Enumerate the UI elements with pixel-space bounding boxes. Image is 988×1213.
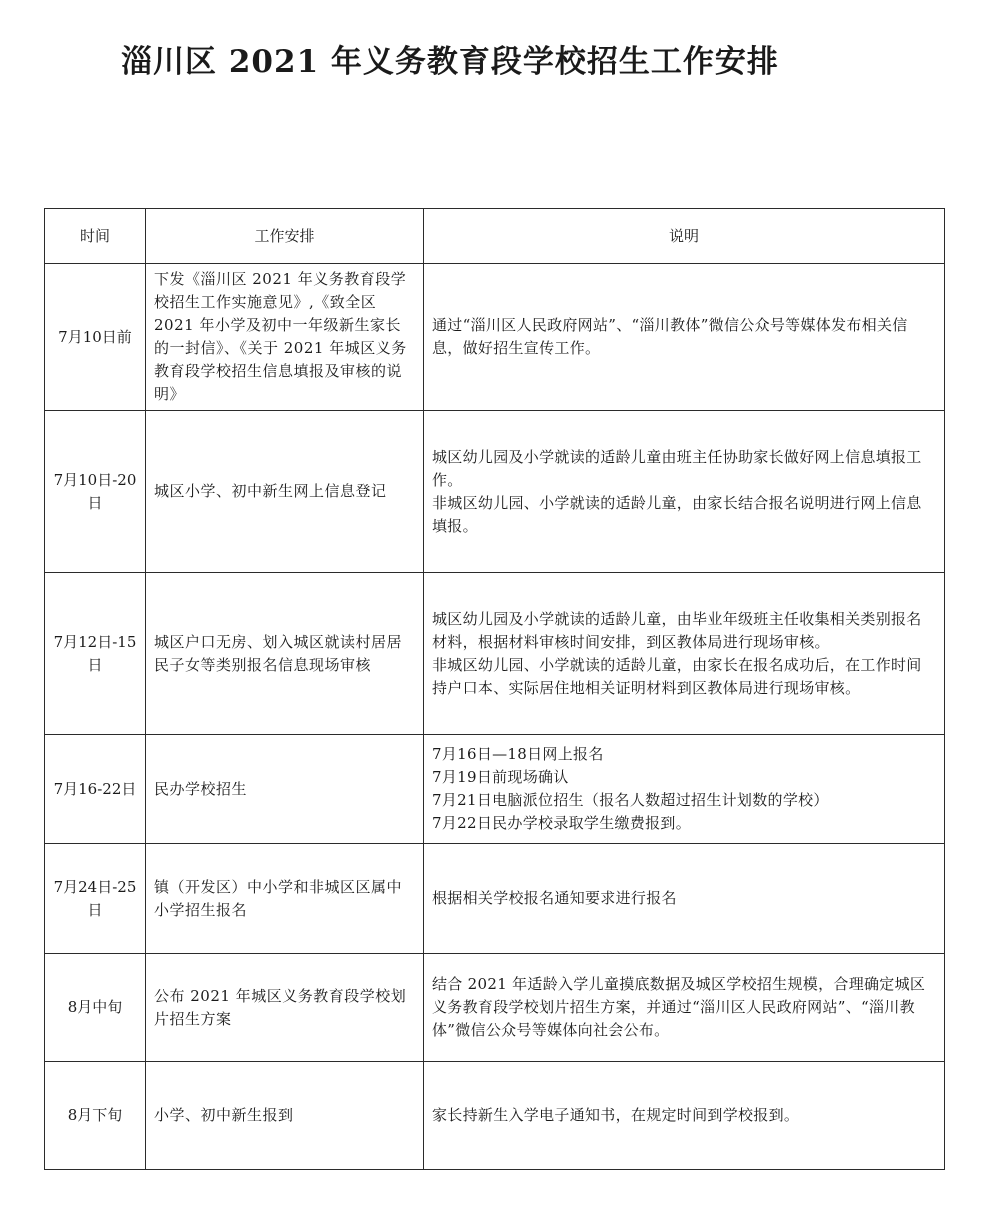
table-header-row [45,209,945,264]
header-desc: 说明 [424,209,945,264]
desc-line: 7月16日—18日网上报名 [432,745,604,763]
header-time: 时间 [45,209,146,264]
row-task: 镇（开发区）中小学和非城区区属中小学招生报名 [146,844,424,954]
row-desc [424,573,945,735]
desc-line: 家长持新生入学电子通知书，在规定时间到学校报到。 [432,1106,800,1124]
row-task: 公布 2021 年城区义务教育段学校划片招生方案 [146,954,424,1062]
desc-line: 结合 2021 年适龄入学儿童摸底数据及城区学校招生规模，合理确定城区义务教育段学校划片招生方案，并通过“淄川区人民政府网站”、“淄川教体”微信公众号等媒体向社会公布。 [432,975,926,1039]
table-row [45,954,945,1062]
row-time: 7月10日-20日 [45,411,146,573]
row-time: 7月24日-25日 [45,844,146,954]
row-desc [424,1062,945,1170]
table-row [45,573,945,735]
row-desc [424,844,945,954]
desc-line: 根据相关学校报名通知要求进行报名 [432,889,677,907]
row-desc [424,954,945,1062]
table-row [45,1062,945,1170]
desc-line: 7月22日民办学校录取学生缴费报到。 [432,814,692,832]
table-row [45,844,945,954]
row-task: 小学、初中新生报到 [146,1062,424,1170]
row-task: 城区小学、初中新生网上信息登记 [146,411,424,573]
row-time: 8月下旬 [45,1062,146,1170]
desc-line: 城区幼儿园及小学就读的适龄儿童，由毕业年级班主任收集相关类别报名材料，根据材料审核时间安排，到区教体局进行现场审核。 [432,609,922,651]
header-task: 工作安排 [146,209,424,264]
schedule-table [44,208,945,1170]
row-desc [424,264,945,411]
table-row [45,735,945,844]
row-desc [424,411,945,573]
row-task: 城区户口无房、划入城区就读村居居民子女等类别报名信息现场审核 [146,573,424,735]
desc-line: 城区幼儿园及小学就读的适龄儿童由班主任协助家长做好网上信息填报工作。 [432,447,922,489]
row-time: 7月10日前 [45,264,146,411]
row-task: 民办学校招生 [146,735,424,844]
desc-line: 非城区幼儿园、小学就读的适龄儿童，由家长在报名成功后，在工作时间持户口本、实际居住地相关证明材料到区教体局进行现场审核。 [432,655,922,697]
page-title: 淄川区 2021 年义务教育段学校招生工作安排 [121,44,779,80]
desc-line: 非城区幼儿园、小学就读的适龄儿童，由家长结合报名说明进行网上信息填报。 [432,493,922,535]
desc-line: 7月19日前现场确认 [432,768,569,786]
row-time: 7月12日-15日 [45,573,146,735]
table-row [45,411,945,573]
row-time: 8月中旬 [45,954,146,1062]
desc-line: 7月21日电脑派位招生（报名人数超过招生计划数的学校） [432,791,829,809]
row-desc [424,735,945,844]
desc-line: 通过“淄川区人民政府网站”、“淄川教体”微信公众号等媒体发布相关信息，做好招生宣传工作。 [432,316,908,357]
row-task: 下发《淄川区 2021 年义务教育段学校招生工作实施意见》,《致全区 2021 年小学及初中一年级新生家长的一封信》、《关于 2021 年城区义务教育段学校招生信息填报及审核的说明》 [146,264,424,411]
table-row [45,264,945,411]
row-time: 7月16-22日 [45,735,146,844]
